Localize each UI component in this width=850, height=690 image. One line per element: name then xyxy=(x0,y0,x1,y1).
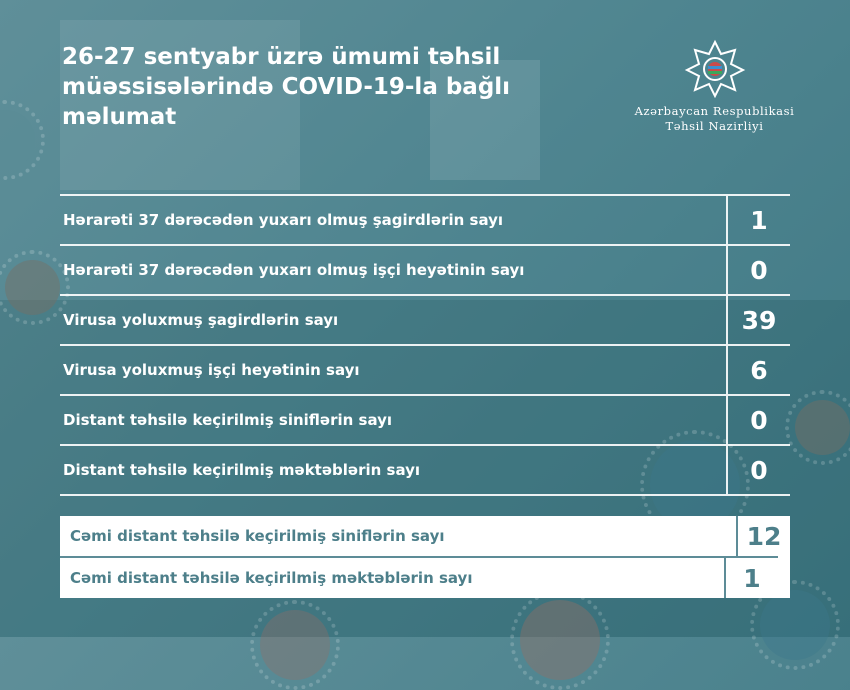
table-row xyxy=(60,194,790,244)
logo-line-1: Azərbaycan Respublikasi xyxy=(634,104,795,118)
row-value: 1 xyxy=(726,196,790,244)
virus-decoration-icon xyxy=(0,110,35,170)
ministry-logo xyxy=(632,38,797,134)
title-line: müəssisələrində COVID-19-la bağlı xyxy=(62,74,511,100)
row-label: Hərarəti 37 dərəcədən yuxarı olmuş şagirdlərin sayı xyxy=(63,211,504,229)
logo-line-2: Təhsil Nazirliyi xyxy=(665,119,764,133)
summary-row xyxy=(60,516,790,556)
row-label: Virusa yoluxmuş şagirdlərin sayı xyxy=(63,311,339,329)
summary-label: Cəmi distant təhsilə keçirilmiş məktəblərin sayı xyxy=(70,569,473,587)
summary-label: Cəmi distant təhsilə keçirilmiş siniflərin sayı xyxy=(70,527,445,545)
virus-decoration-icon xyxy=(520,600,600,680)
row-value: 0 xyxy=(726,246,790,294)
virus-decoration-icon xyxy=(760,590,830,660)
table-row xyxy=(60,344,790,394)
row-value: 0 xyxy=(726,446,790,494)
stats-table xyxy=(60,194,790,496)
row-value: 39 xyxy=(726,296,790,344)
ministry-emblem-icon xyxy=(683,38,747,98)
virus-decoration-icon xyxy=(260,610,330,680)
table-row xyxy=(60,244,790,294)
virus-decoration-icon xyxy=(795,400,850,455)
row-value: 0 xyxy=(726,396,790,444)
table-row xyxy=(60,394,790,444)
title-line: məlumat xyxy=(62,104,177,130)
page-title xyxy=(62,42,602,132)
table-row xyxy=(60,444,790,496)
table-row xyxy=(60,294,790,344)
summary-value: 12 xyxy=(736,516,790,556)
row-label: Distant təhsilə keçirilmiş məktəblərin sayı xyxy=(63,461,421,479)
row-label: Hərarəti 37 dərəcədən yuxarı olmuş işçi heyətinin sayı xyxy=(63,261,525,279)
row-label: Virusa yoluxmuş işçi heyətinin sayı xyxy=(63,361,360,379)
summary-box xyxy=(60,516,790,598)
title-line: 26-27 sentyabr üzrə ümumi təhsil xyxy=(62,44,501,70)
row-value: 6 xyxy=(726,346,790,394)
summary-value: 1 xyxy=(724,558,778,598)
summary-row xyxy=(60,556,778,598)
virus-decoration-icon xyxy=(5,260,60,315)
row-label: Distant təhsilə keçirilmiş siniflərin sayı xyxy=(63,411,393,429)
